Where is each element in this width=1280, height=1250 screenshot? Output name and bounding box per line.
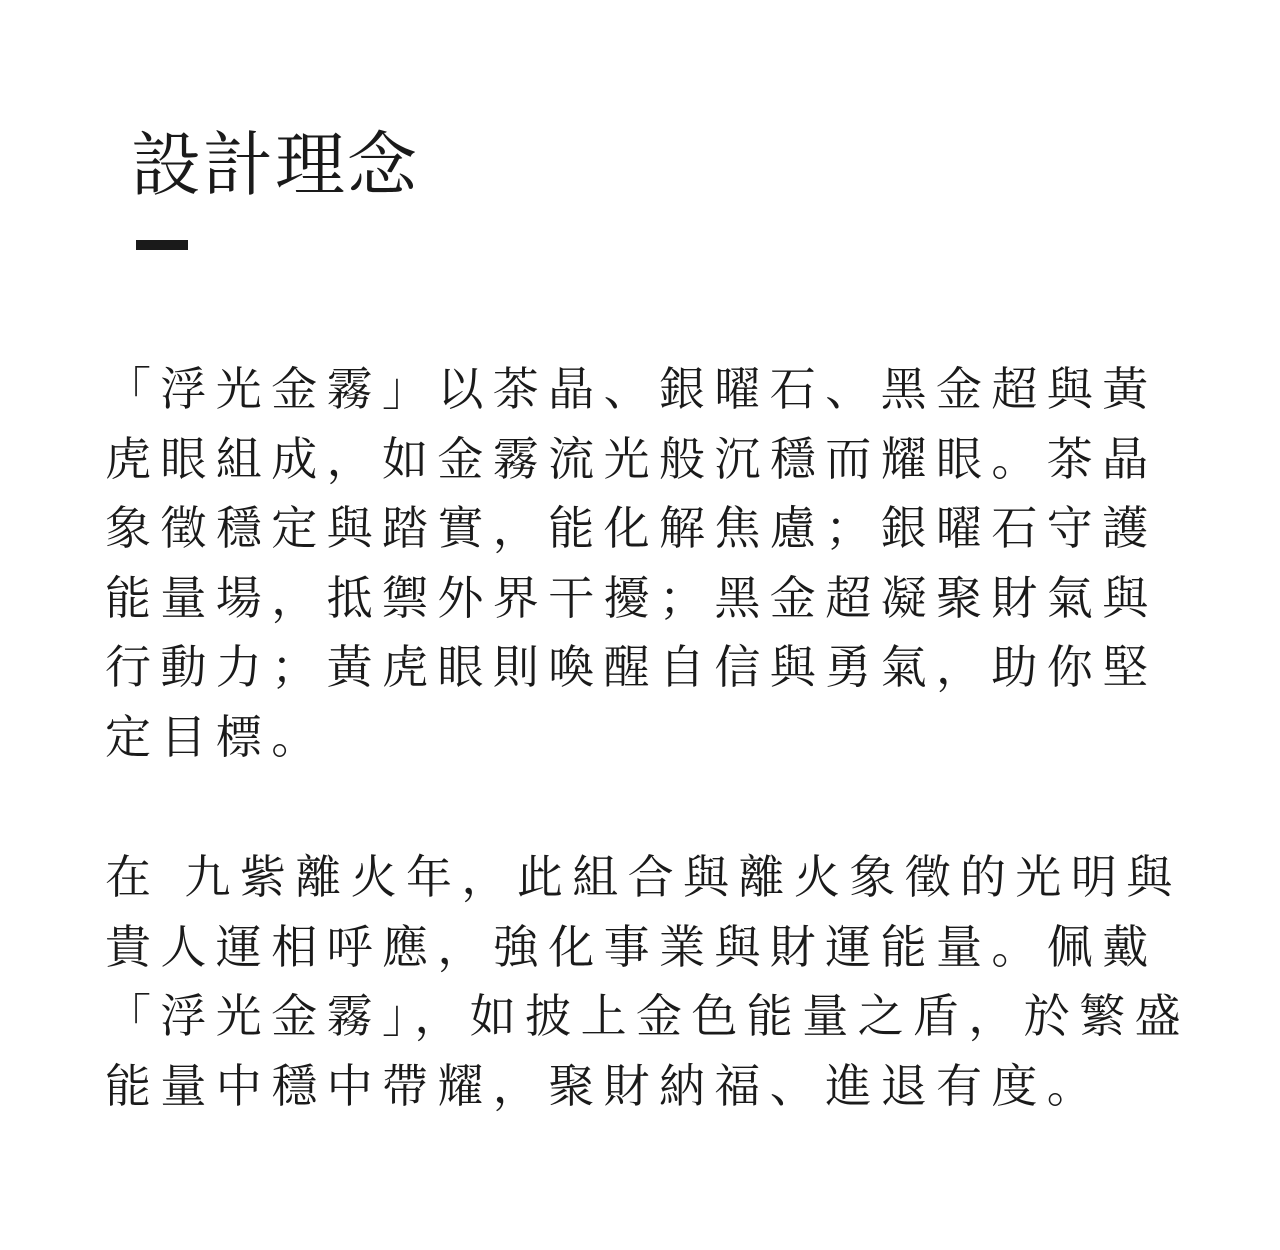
paragraph-line: 定目標。 — [105, 709, 327, 764]
paragraph-line: 能量場，抵禦外界干擾；黑金超凝聚財氣與 — [105, 570, 1158, 625]
paragraph-line: 能量中穩中帶耀，聚財納福、進退有度。 — [105, 1058, 1103, 1113]
paragraph-line: 在 九紫離火年，此組合與離火象徵的光明與 — [105, 850, 1182, 904]
paragraph-line: 虎眼組成，如金霧流光般沉穩而耀眼。茶晶 — [105, 431, 1158, 486]
page-title: 設計理念 — [131, 124, 419, 206]
paragraph-line: 貴人運相呼應，強化事業與財運能量。佩戴 — [105, 919, 1158, 974]
paragraph-line: 行動力；黃虎眼則喚醒自信與勇氣，助你堅 — [105, 640, 1158, 694]
paragraph-line: 「浮光金霧」，如披上金色能量之盾，於繁盛 — [105, 989, 1190, 1043]
paragraph-design-concept — [105, 355, 1158, 772]
paragraph-line: 象徵穩定與踏實，能化解焦慮；銀曜石守護 — [105, 501, 1158, 555]
title-underline-bar — [136, 240, 188, 250]
paragraph-line: 「浮光金霧」以茶晶、銀曜石、黑金超與黃 — [105, 362, 1158, 416]
paragraph-fortune-year — [105, 843, 1190, 1121]
